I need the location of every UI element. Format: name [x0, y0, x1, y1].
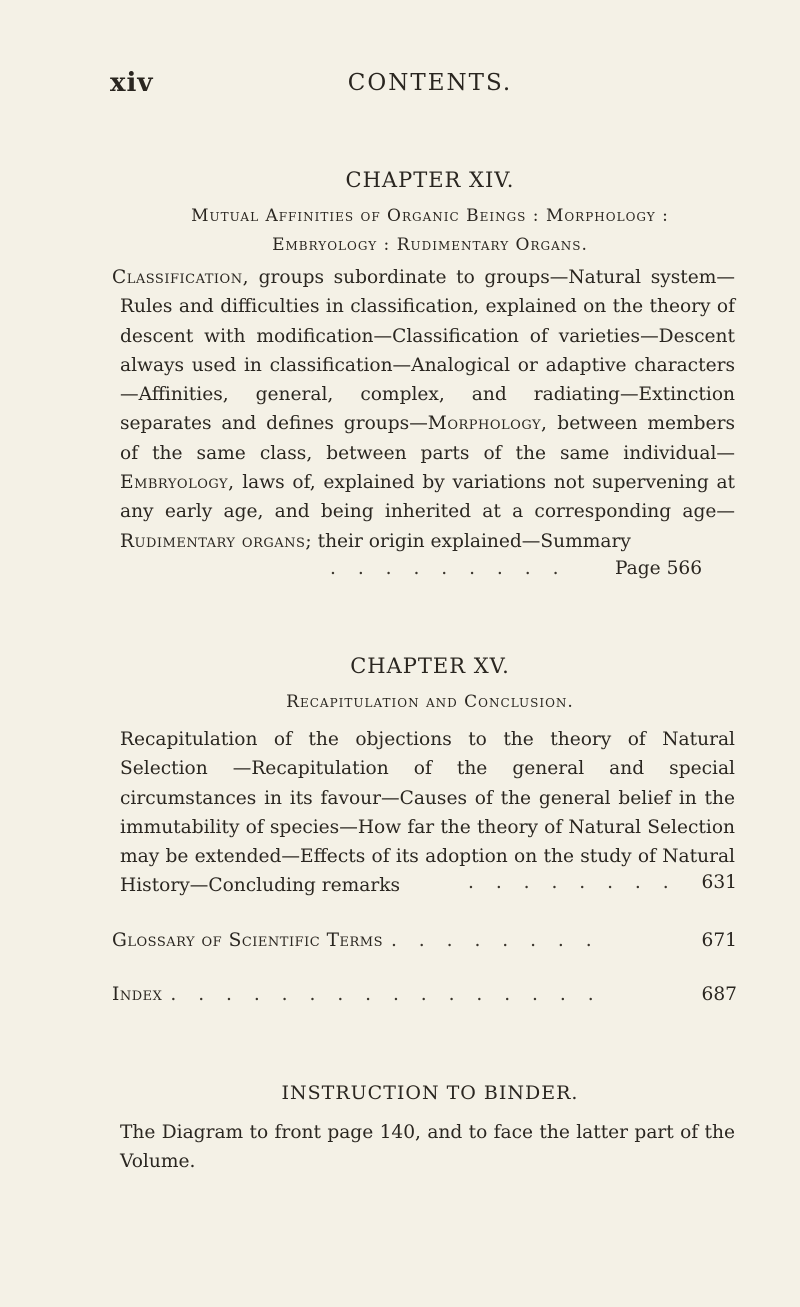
chapter-14-title: CHAPTER XIV.: [345, 168, 515, 192]
glossary-page: 671: [701, 930, 737, 951]
binder-instruction-text: The Diagram to front page 140, and to face the latter part of the Volume.: [120, 1122, 735, 1173]
chapter-15-title: CHAPTER XV.: [350, 654, 510, 678]
index-leader-dots: . . . . . . . . . . . . . . . .: [170, 984, 602, 1005]
chapter-15-summary: Recapitulation of the objections to the theory of Natural Selection —Recapitulation of the general and special circumstances in its favour—Causes of the general belief in the immutability of species—How far the theory of Natural Selection may be extended—Effects of its adoption on the study of Natural History—Concluding remarks: [120, 729, 735, 897]
chapter-14-text-1: groups subordinate to groups—Natural system—Rules and difficulties in classification, explained on the theory of descent with modification—Classification of varieties—Descent always used in classification—Analogical or adaptive characters—Affinities, general, complex, and radiating—Extinction separates and defines groups—: [120, 267, 735, 435]
page-folio: xiv: [110, 68, 154, 98]
chapter-15-leader-dots: . . . . . . . .: [468, 872, 677, 893]
index-label: Index: [112, 984, 163, 1005]
index-entry: [112, 984, 737, 1005]
running-title: CONTENTS.: [347, 70, 513, 96]
running-head: [110, 68, 750, 104]
term-classification: Classification,: [112, 267, 249, 288]
term-morphology: Morphology,: [427, 413, 548, 435]
glossary-label: Glossary of Scientific Terms: [112, 930, 383, 951]
chapter-14-subtitle-line1: Mutual Affinities of Organic Beings : Morphology :: [191, 206, 669, 226]
term-rudimentary-organs: Rudimentary organs: [120, 530, 306, 552]
chapter-14-subtitle: [110, 202, 750, 260]
chapter-14-leaders: [330, 558, 610, 579]
glossary-leader-dots: . . . . . . . .: [390, 930, 600, 951]
chapter-14-leader-dots: . . . . . . . . .: [330, 558, 567, 579]
chapter-15-leaders-row: [460, 872, 737, 893]
chapter-14-summary: [112, 263, 735, 556]
chapter-15-page: 631: [701, 872, 737, 893]
chapter-14-text-4: ; their origin explained—Summary: [305, 530, 631, 552]
chapter-14-text-2: between members of the same class, between parts of the same individual—: [120, 413, 735, 464]
binder-instruction-title: INSTRUCTION TO BINDER.: [281, 1082, 579, 1104]
glossary-entry: [112, 930, 737, 951]
chapter-14-subtitle-line2: Embryology : Rudimentary Organs.: [272, 235, 588, 255]
chapter-14-page: Page 566: [615, 558, 703, 579]
term-embryology: Embryology,: [120, 472, 235, 494]
chapter-15-subtitle: Recapitulation and Conclusion.: [286, 692, 574, 712]
chapter-14-text-3: laws of, explained by variations not supervening at any early age, and being inherited at a corresponding age—: [120, 472, 735, 523]
chapter-14-page-ref: [615, 558, 737, 579]
index-page: 687: [701, 984, 737, 1005]
